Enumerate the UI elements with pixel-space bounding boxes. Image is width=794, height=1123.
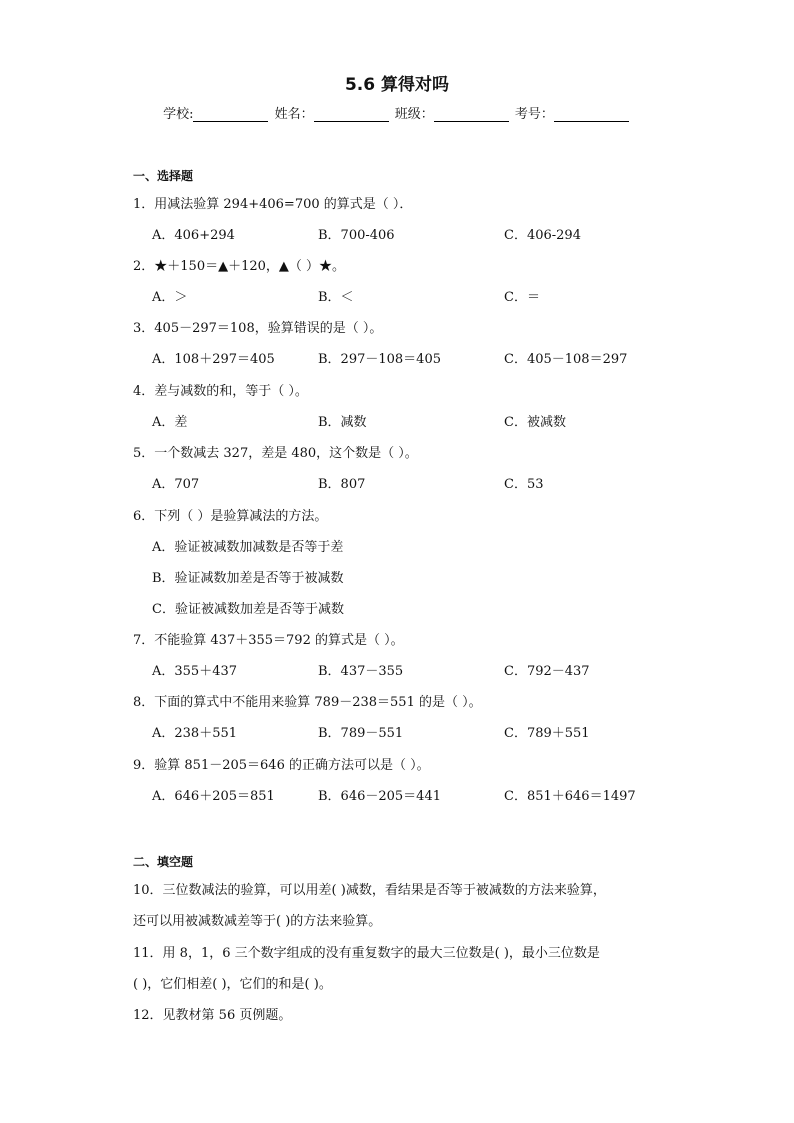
q2-option-a: A．＞ (152, 290, 188, 305)
fill-question-12: 12．见教材第 56 页例题。 (133, 1008, 292, 1023)
fill-question-10-cont: 还可以用被减数减差等于( )的方法来验算。 (133, 914, 382, 929)
class-label: 班级： (394, 107, 434, 122)
q3-option-b: B．297－108＝405 (318, 352, 441, 367)
q7-option-c: C．792－437 (504, 664, 590, 679)
q3-option-c: C．405－108＝297 (504, 352, 628, 367)
q8-option-b: B．789－551 (318, 726, 404, 741)
school-blank (193, 108, 268, 122)
number-label: 考号： (514, 107, 554, 122)
q9-option-a: A．646＋205＝851 (152, 789, 275, 804)
q5-option-c: C．53 (504, 477, 544, 492)
page-title: 5.6 算得对吗 (344, 75, 450, 95)
question-8: 8．下面的算式中不能用来验算 789－238＝551 的是（ ）。 (133, 695, 482, 710)
question-6: 6．下列（ ）是验算减法的方法。 (133, 509, 328, 524)
q1-option-c: C．406-294 (504, 228, 581, 243)
fill-question-11: 11．用 8，1，6 三个数字组成的没有重复数字的最大三位数是( )，最小三位数是 (133, 946, 600, 961)
q3-option-a: A．108＋297＝405 (152, 352, 275, 367)
q1-option-a: A．406+294 (152, 228, 235, 243)
question-4: 4．差与减数的和，等于（ ）。 (133, 384, 308, 399)
q4-option-b: B．减数 (318, 415, 367, 430)
question-9: 9．验算 851－205＝646 的正确方法可以是（ ）。 (133, 758, 430, 773)
q5-option-a: A．707 (152, 477, 200, 492)
q5-option-b: B．807 (318, 477, 366, 492)
q7-option-b: B．437－355 (318, 664, 404, 679)
q8-option-c: C．789＋551 (504, 726, 590, 741)
number-blank (554, 108, 629, 122)
fill-question-10: 10．三位数减法的验算，可以用差( )减数，看结果是否等于被减数的方法来验算， (133, 883, 606, 898)
name-blank (314, 108, 389, 122)
q4-option-a: A．差 (152, 415, 188, 430)
school-label: 学校: (163, 107, 194, 122)
name-label: 姓名： (274, 107, 314, 122)
q9-option-b: B．646－205＝441 (318, 789, 441, 804)
question-5: 5．一个数减去 327，差是 480，这个数是（ ）。 (133, 446, 418, 461)
q1-option-b: B．700-406 (318, 228, 395, 243)
fill-question-11-cont: ( )，它们相差( )，它们的和是( )。 (133, 977, 332, 992)
q4-option-c: C．被减数 (504, 415, 566, 430)
question-3: 3．405－297＝108，验算错误的是（ ）。 (133, 321, 383, 336)
question-1: 1．用减法验算 294+406=700 的算式是（ ）． (133, 197, 413, 212)
q8-option-a: A．238＋551 (152, 726, 238, 741)
q9-option-c: C．851＋646＝1497 (504, 789, 636, 804)
q6-option-b: B．验证减数加差是否等于被减数 (152, 571, 344, 586)
student-info-row (0, 103, 794, 122)
class-blank (434, 108, 509, 122)
q2-option-b: B．＜ (318, 290, 354, 305)
question-2: 2．★＋150＝▲＋120，▲（ ）★。 (133, 259, 346, 274)
question-7: 7．不能验算 437＋355＝792 的算式是（ ）。 (133, 633, 404, 648)
section-title-fill: 二、填空题 (133, 855, 194, 869)
section-title-choice: 一、选择题 (133, 169, 194, 183)
q2-option-c: C．＝ (504, 290, 540, 305)
q6-option-c: C．验证被减数加差是否等于减数 (152, 602, 344, 617)
q7-option-a: A．355＋437 (152, 664, 238, 679)
q6-option-a: A．验证被减数加减数是否等于差 (152, 540, 344, 555)
